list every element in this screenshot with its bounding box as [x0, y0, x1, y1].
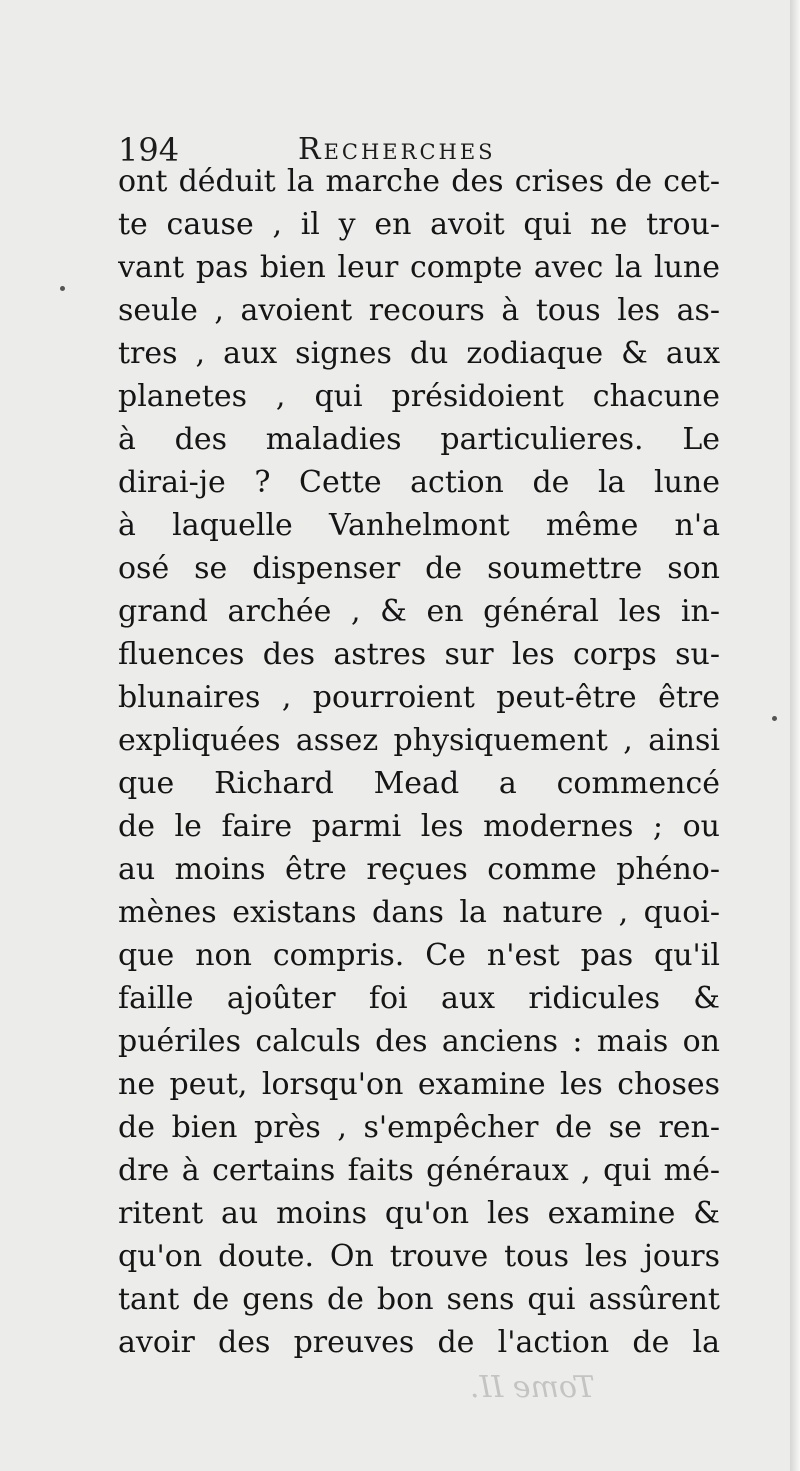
text-line: de le faire parmi les modernes ; ou	[118, 809, 720, 844]
text-line: tres , aux signes du zodiaque & aux	[118, 336, 720, 371]
running-head: Recherches	[298, 132, 496, 167]
text-line: à laquelle Vanhelmont même n'a	[118, 508, 720, 543]
text-line: te cause , il y en avoit qui ne trou-	[118, 207, 720, 242]
page-edge	[790, 0, 800, 1471]
text-line: osé se dispenser de soumettre son	[118, 551, 720, 586]
text-line: mènes existans dans la nature , quoi-	[118, 895, 720, 930]
text-line: expliquées assez physiquement , ainsi	[118, 723, 720, 758]
ink-speck	[60, 286, 65, 291]
text-line: que non compris. Ce n'est pas qu'il	[118, 938, 720, 973]
text-line: planetes , qui présidoient chacune	[118, 379, 720, 414]
text-line: vant pas bien leur compte avec la lune	[118, 250, 720, 285]
text-line: que Richard Mead a commencé	[118, 766, 720, 801]
ink-speck	[772, 716, 777, 721]
page-number: 194	[118, 131, 180, 169]
text-line: grand archée , & en général les in-	[118, 594, 720, 629]
text-line: puériles calculs des anciens : mais on	[118, 1024, 720, 1059]
text-line: qu'on doute. On trouve tous les jours	[118, 1239, 720, 1274]
text-line: fluences des astres sur les corps su-	[118, 637, 720, 672]
text-line: seule , avoient recours à tous les as-	[118, 293, 720, 328]
text-line: faille ajoûter foi aux ridicules &	[118, 981, 720, 1016]
text-line: ne peut, lorsqu'on examine les choses	[118, 1067, 720, 1102]
text-line: ont déduit la marche des crises de cet-	[118, 164, 720, 199]
text-line: avoir des preuves de l'action de la	[118, 1325, 720, 1360]
text-line: tant de gens de bon sens qui assûrent	[118, 1282, 720, 1317]
text-line: ritent au moins qu'on les examine &	[118, 1196, 720, 1231]
text-line: dirai-je ? Cette action de la lune	[118, 465, 720, 500]
bleed-through-text: Tome II.	[470, 1370, 595, 1405]
text-line: dre à certains faits généraux , qui mé-	[118, 1153, 720, 1188]
text-line: blunaires , pourroient peut-être être	[118, 680, 720, 715]
body-text	[118, 160, 720, 1364]
text-line: de bien près , s'empêcher de se ren-	[118, 1110, 720, 1145]
text-line: au moins être reçues comme phéno-	[118, 852, 720, 887]
text-line: à des maladies particulieres. Le	[118, 422, 720, 457]
